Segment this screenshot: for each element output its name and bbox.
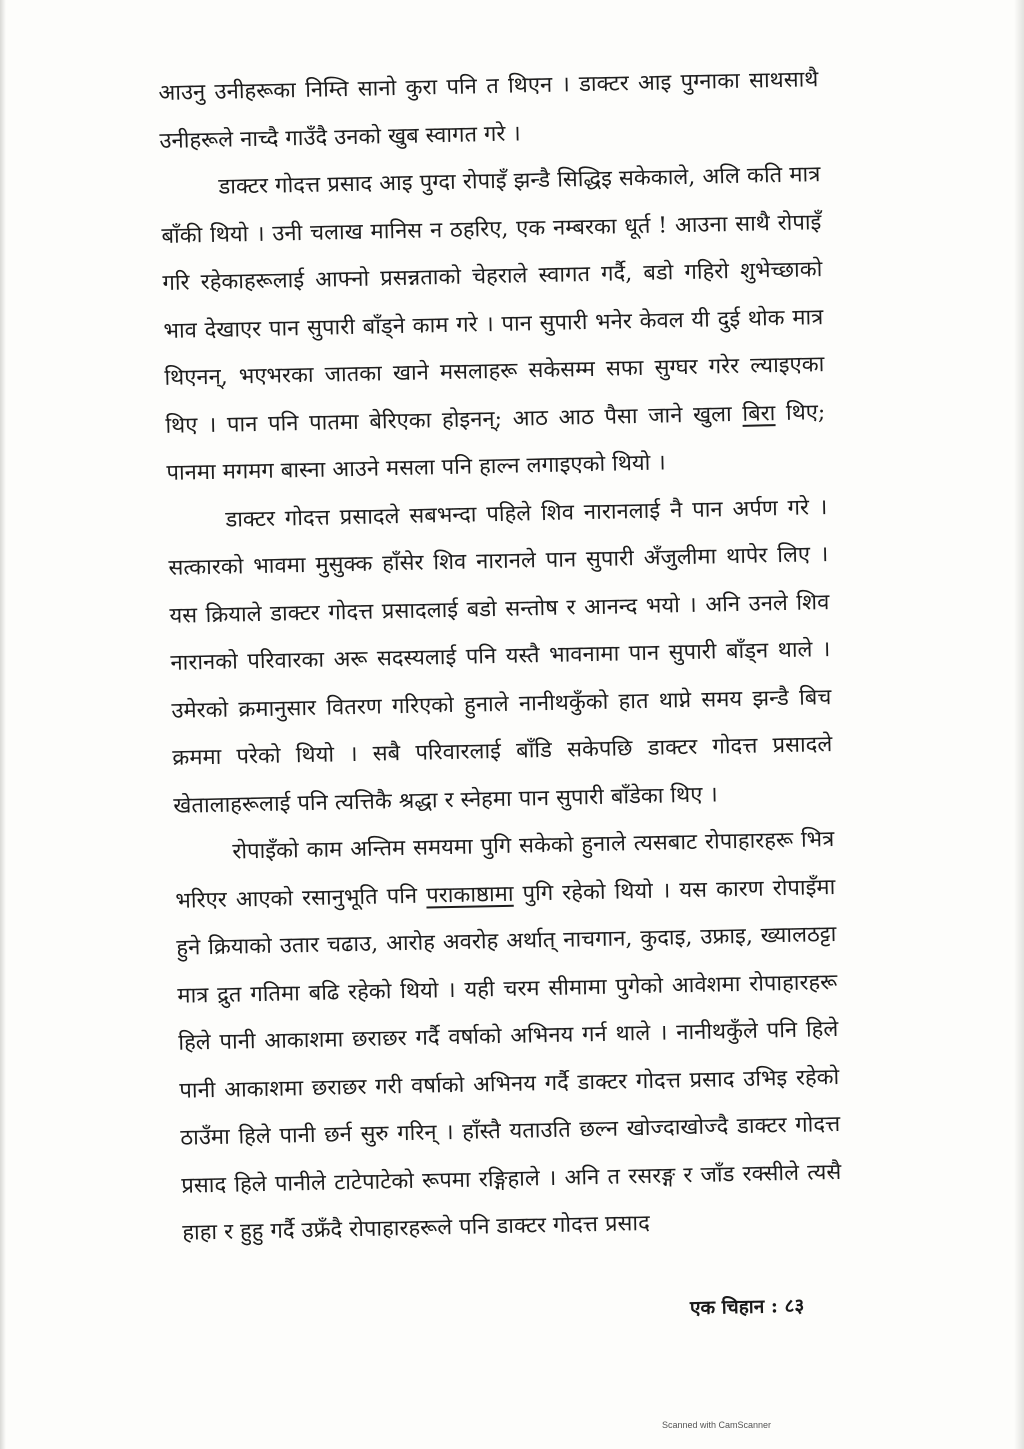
paragraph — [174, 816, 843, 1257]
page-left-edge-shadow — [0, 0, 6, 1449]
paragraph — [158, 56, 820, 165]
scanner-watermark: Scanned with CamScanner — [662, 1420, 772, 1430]
paragraph-text: डाक्टर गोदत्त प्रसादले सबभन्दा पहिले शिव नारानलाई नै पान अर्पण गरे । सत्कारको भावमा मुसुक्क हाँसेर शिव नारानले पान सुपारी अँजुलीमा थापेर लिए । यस क्रियाले डाक्टर गोदत्त प्रसादलाई बडो सन्तोष र आनन्द भयो । अनि उनले शिव नारानको परिवारका अरू सदस्यलाई पनि यस्तै भावनामा पान सुपारी बाँड्न थाले । उमेरको क्रमानुसार वितरण गरिएको हुनाले नानीथकुँको हात थाप्ने समय झन्डै बिच क्रममा परेको थियो । सबै परिवारलाई बाँडि सकेपछि डाक्टर गोदत्त प्रसादले खेतालाहरूलाई पनि त्यत्तिकै श्रद्धा र स्नेहमा पान सुपारी बाँडेका थिए । — [168, 494, 833, 819]
underlined-word: बिरा — [742, 400, 776, 427]
page-right-edge-shadow — [1014, 0, 1024, 1449]
paragraph — [160, 151, 827, 497]
paragraph — [167, 484, 834, 830]
paragraph-text: थिए; पानमा मगमग बास्ना आउने मसला पनि हाल्न लगाइएको थियो । — [166, 399, 826, 486]
page-footer: एक चिहान : ८३ — [689, 1294, 805, 1320]
paragraph-text: डाक्टर गोदत्त प्रसाद आइ पुग्दा रोपाइँ झन्डै सिद्धिइ सकेकाले, अलि कति मात्र बाँकी थियो । उनी चलाख मानिस न ठहरिए, एक नम्बरका धूर्त ! आउना साथै रोपाइँ गरि रहेकाहरूलाई आफ्नो प्रसन्नताको चेहराले स्वागत गर्दै, बडो गहिरो शुभेच्छाको भाव देखाएर पान सुपारी बाँड्ने काम गरे । पान सुपारी भनेर केवल यी दुई थोक मात्र थिएनन्, भएभरका जातका खाने मसलाहरू सकेसम्म सफा सुग्घर गरेर ल्याइएका थिए । पान पनि पातमा बेरिएका होइनन्; आठ आठ पैसा जाने खुला — [161, 162, 825, 439]
body-text — [158, 56, 843, 1257]
paragraph-text: पुगि रहेको थियो । यस कारण रोपाइँमा हुने क्रियाको उतार चढाउ, आरोह अवरोह अर्थात् नाचगान, कुदाइ, उफ्राइ, ख्यालठट्टा मात्र द्रुत गतिमा बढि रहेको थियो । यही चरम सीमामा पुगेको आवेशमा रोपाहारहरू हिले पानी आकाशमा छराछर गर्दै वर्षाको अभिनय गर्न थाले । नानीथकुँले पनि हिले पानी आकाशमा छराछर गरी वर्षाको अभिनय गर्दै डाक्टर गोदत्त प्रसाद उभिइ रहेको ठाउँमा हिले पानी छर्न सुरु गरिन् । हाँस्तै यताउति छल्न खोज्दाखोज्दै डाक्टर गोदत्त प्रसाद हिले पानीले टाटेपाटेको रूपमा रङ्गिहाले । अनि त रसरङ्ग र जाँड रक्सीले त्यसै हाहा र हुहु गर्दै उफ्रँदै रोपाहारहरूले पनि डाक्टर गोदत्त प्रसाद — [176, 874, 842, 1246]
underlined-word: पराकाष्ठामा — [425, 881, 514, 909]
paragraph-text: रोपाइँको काम अन्तिम समयमा पुगि सकेको हुनाले त्यसबाट रोपाहारहरू भित्र भरिएर आएको रसानुभूति पनि — [175, 827, 835, 914]
paragraph-text: आउनु उनीहरूका निम्ति सानो कुरा पनि त थिएन । डाक्टर आइ पुग्नाका साथसाथै उनीहरूले नाच्दै गाउँदै उनको खुब स्वागत गरे । — [158, 67, 819, 154]
